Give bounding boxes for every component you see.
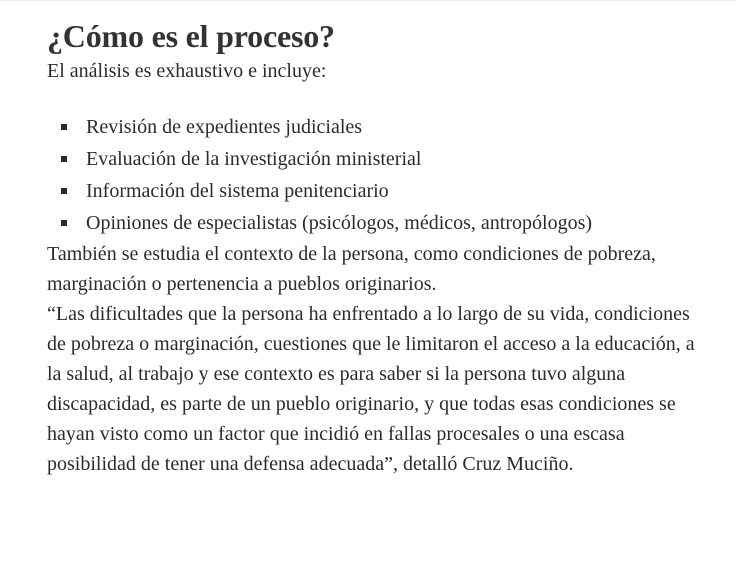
list-item — [61, 143, 706, 175]
list-item — [61, 175, 706, 207]
list-item-text: Evaluación de la investigación ministerial — [86, 148, 422, 170]
intro-paragraph: El análisis es exhaustivo e incluye: — [47, 60, 327, 82]
square-bullet-icon — [61, 188, 67, 194]
context-paragraph: También se estudia el contexto de la persona, como condiciones de pobreza, marginación o pertenencia a pueblos originarios. — [47, 243, 656, 295]
square-bullet-icon — [61, 220, 67, 226]
square-bullet-icon — [61, 124, 67, 130]
list-item — [61, 207, 706, 239]
section-heading: ¿Cómo es el proceso? — [47, 18, 335, 54]
list-item-text: Revisión de expedientes judiciales — [86, 116, 363, 138]
quote-paragraph: “Las dificultades que la persona ha enfrentado a lo largo de su vida, condiciones de pobreza o marginación, cuestiones que le limitaron el acceso a la educación, a la salud, al trabajo y ese contexto es para saber si la persona tuvo alguna discapacidad, es parte de un pueblo originario, y que todas esas condiciones se hayan visto como un factor que incidió en fallas procesales o una escasa posibilidad de tener una defensa adecuada”, detalló Cruz Muciño. — [47, 303, 695, 475]
analysis-list — [47, 111, 706, 239]
square-bullet-icon — [61, 156, 67, 162]
list-item — [61, 111, 706, 143]
list-item-text: Información del sistema penitenciario — [86, 180, 389, 202]
list-item-text: Opiniones de especialistas (psicólogos, médicos, antropólogos) — [86, 212, 593, 234]
